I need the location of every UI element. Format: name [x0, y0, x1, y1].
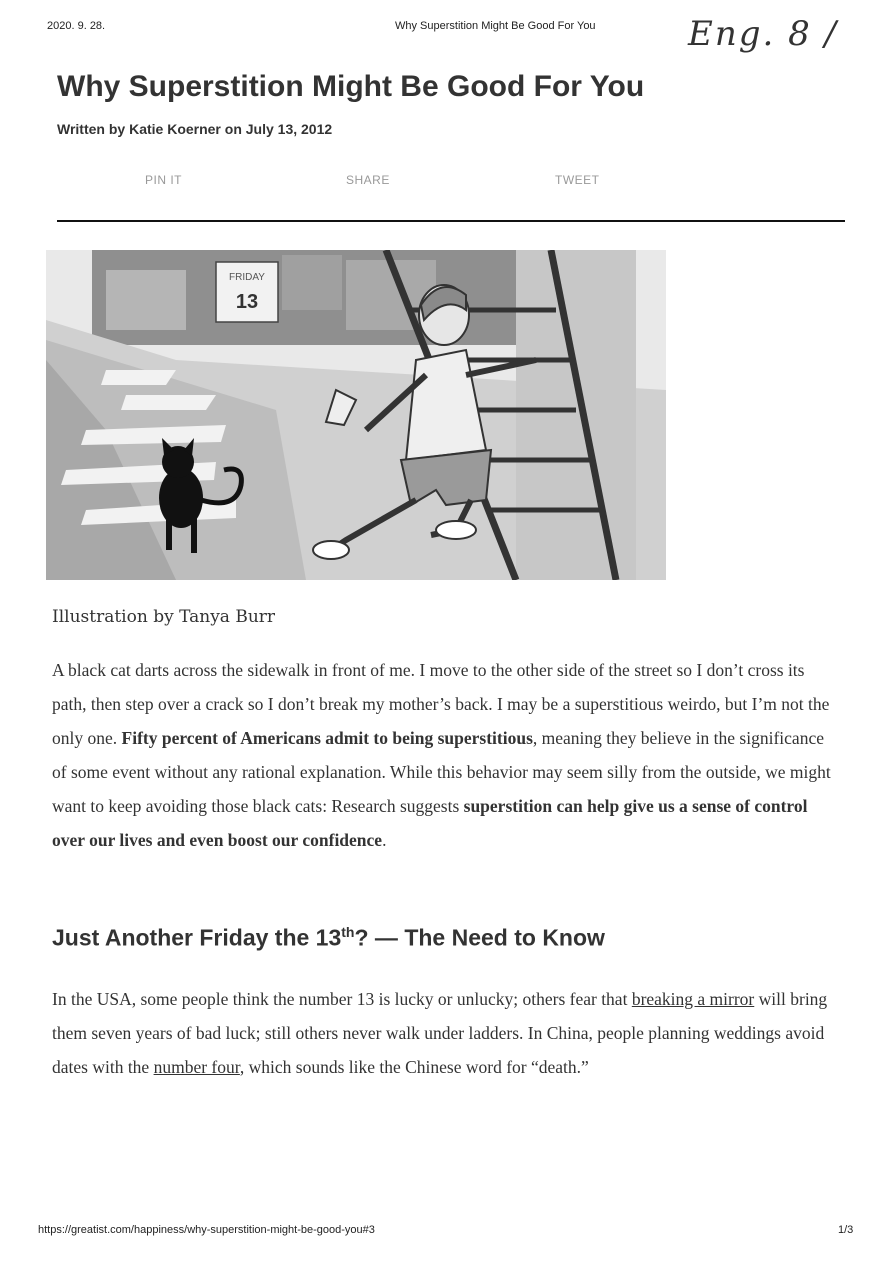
print-page-number: 1/3 [838, 1224, 854, 1236]
share-button[interactable]: SHARE [346, 173, 390, 187]
heading-text: Just Another Friday the 13 [52, 924, 342, 951]
paragraph-text: In the USA, some people think the number 13 is lucky or unlucky; others fear that [52, 989, 632, 1009]
bold-research-finding: superstition can help give us a sense of control over our lives and even boost our confidence [52, 796, 808, 850]
paragraph-text: , meaning they believe in the significance of some event without any rational explanation. While this behavior may seem silly from the outside, we might want to keep avoiding those black cats: Research suggests [52, 728, 831, 816]
byline: Written by Katie Koerner on July 13, 2012 [57, 121, 333, 137]
illustration-caption: Illustration by Tanya Burr [52, 607, 276, 627]
breaking-a-mirror-link[interactable]: breaking a mirror [631, 989, 755, 1009]
sign-label: FRIDAY [229, 272, 265, 283]
paragraph-text: , which sounds like the Chinese word for “death.” [239, 1057, 589, 1077]
paragraph-text: . [382, 830, 387, 850]
header-divider [57, 220, 845, 222]
sign-number: 13 [235, 291, 259, 313]
paragraph-intro [52, 653, 842, 857]
paragraph-need-to-know [52, 982, 842, 1084]
pin-it-button[interactable]: PIN IT [145, 173, 183, 187]
bold-statistic: Fifty percent of Americans admit to being superstitious [121, 728, 533, 748]
heading-text: ? — The Need to Know [354, 924, 605, 951]
section-heading [52, 924, 605, 952]
paragraph-text: will bring them seven years of bad luck; still others never walk under ladders. In China, people planning weddings avoid dates with the [52, 989, 828, 1077]
print-footer-url: https://greatist.com/happiness/why-superstition-might-be-good-you#3 [38, 1224, 375, 1236]
handwritten-note: Eng. 8 / [688, 14, 838, 54]
article-illustration [46, 250, 666, 580]
print-header-title: Why Superstition Might Be Good For You [395, 20, 596, 32]
heading-superscript: th [341, 924, 355, 940]
paragraph-text: A black cat darts across the sidewalk in front of me. I move to the other side of the street so I don’t cross its path, then step over a crack so I don’t break my mother’s back. I may be a superstitious weirdo, but I’m not the only one. [52, 660, 830, 748]
tweet-button[interactable]: TWEET [555, 173, 600, 187]
article-title: Why Superstition Might Be Good For You [57, 70, 645, 103]
number-four-link[interactable]: number four [153, 1057, 240, 1077]
print-date: 2020. 9. 28. [47, 20, 106, 32]
